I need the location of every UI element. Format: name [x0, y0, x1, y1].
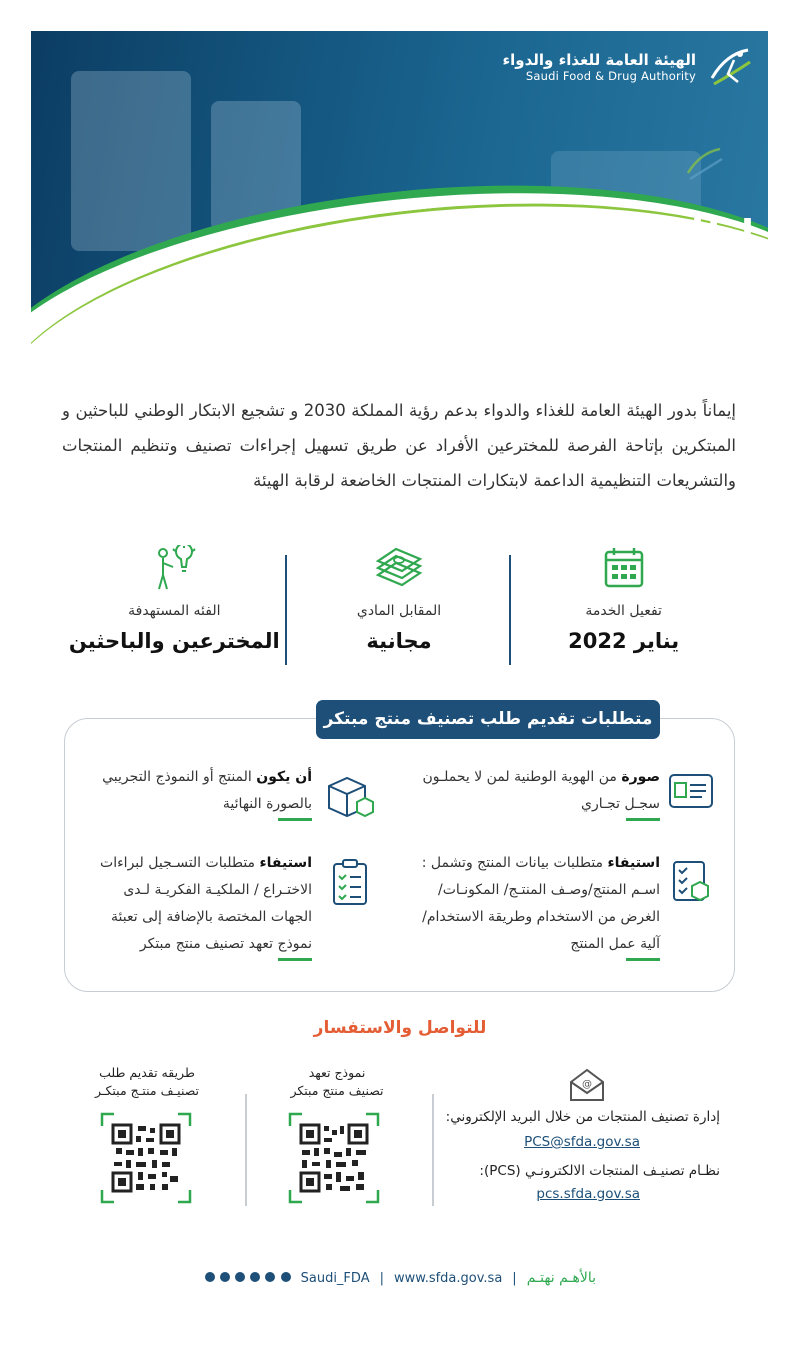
divider [432, 1094, 434, 1206]
requirement-bold: أن يكون [256, 769, 312, 785]
stat-activation [511, 545, 736, 670]
svg-text:@: @ [582, 1079, 592, 1090]
logo-arabic-name: الهيئة العامة للغذاء والدواء [502, 51, 696, 69]
stat-target [62, 545, 287, 670]
pcs-link[interactable]: pcs.sfda.gov.sa [536, 1186, 640, 1202]
qr-code-pledge-form[interactable] [288, 1112, 380, 1204]
stat-value: المخترعين والباحثين [68, 629, 280, 653]
requirement-text: متطلبات التسـجيل لبراءات [100, 855, 260, 871]
email-icon [568, 1066, 606, 1104]
instagram-icon[interactable] [235, 1272, 245, 1282]
checklist-box-icon [670, 858, 710, 904]
sfda-document-logo-icon [682, 145, 728, 185]
qr2-label-line2: تصنيـف منتـج مبتكـر [94, 1083, 200, 1098]
sfda-logo [502, 44, 756, 90]
qr2-label-line1: طريقه تقديم طلب [99, 1065, 195, 1080]
requirement-text: الجهات المختصة بالإضافة إلى تعبئة [111, 909, 312, 925]
requirement-text: نموذج تعهد تصنيف منتج مبتكر [139, 936, 312, 952]
requirement-text: الغرض من الاستخدام وطريقة الاستخدام/ [422, 909, 660, 925]
stat-fee [287, 545, 512, 670]
pcs-label: نظـام تصنيـف المنتجات الالكترونـي (PCS): [479, 1163, 720, 1179]
box-icon [325, 772, 377, 820]
email-label: إدارة تصنيف المنتجات من خلال البريد الإلكتروني: [445, 1109, 720, 1125]
footer [0, 1270, 800, 1286]
logo-english-name: Saudi Food & Drug Authority [525, 69, 696, 83]
id-card-icon [668, 773, 714, 809]
requirement-text: بالصورة النهائية [222, 796, 312, 812]
stat-label: المقابل المادي [356, 603, 442, 619]
requirement-text: الاختـراع / الملكيـة الفكريـة لـدى [123, 882, 312, 898]
green-underline [278, 958, 312, 961]
footer-slogan: بالأهـم نهتـم [526, 1270, 597, 1286]
requirement-text: المنتج أو النموذج التجريبي [102, 769, 257, 785]
green-underline [626, 958, 660, 961]
requirement-text: اسـم المنتج/وصـف المنتـج/ المكونـات/ [437, 882, 660, 898]
qr1-label [262, 1064, 412, 1100]
website-link[interactable]: www.sfda.gov.sa [393, 1270, 503, 1286]
requirement-text: متطلبات بيانات المنتج وتشمل : [421, 855, 608, 871]
requirement-final-form [82, 764, 312, 818]
stat-value: مجانية [366, 629, 432, 653]
stat-label: تفعيل الخدمة [585, 603, 662, 619]
requirement-text: آلية عمل المنتج [570, 936, 660, 952]
green-underline [626, 818, 660, 821]
social-icons [204, 1271, 291, 1286]
footer-separator: | [512, 1270, 517, 1286]
requirement-text: سجـل تجـاري [581, 796, 660, 812]
requirement-bold: استيفاء [607, 855, 660, 871]
green-underline [278, 818, 312, 821]
service-stats [62, 545, 736, 670]
requirements-title: متطلبات تقديم طلب تصنيف منتج مبتكر [316, 700, 660, 739]
hero-title-line2: منتج مبتكر للمخترعين [264, 268, 756, 322]
requirement-text: من الهوية الوطنية لمن لا يحملـون [422, 769, 622, 785]
checklist-icon [330, 858, 370, 908]
divider [245, 1094, 247, 1206]
stat-value: يناير 2022 [568, 629, 680, 653]
qr1-label-line2: تصنيف منتج مبتكر [290, 1083, 384, 1098]
money-stack-icon [374, 545, 424, 591]
linkedin-icon[interactable] [265, 1272, 275, 1282]
stat-label: الفئه المستهدفة [128, 603, 221, 619]
twitter-icon[interactable] [205, 1272, 215, 1282]
lab-background-shape [71, 71, 191, 251]
contact-heading: للتواصل والاستفسار [313, 1018, 487, 1038]
intro-paragraph: إيماناً بدور الهيئة العامة للغذاء والدواء بدعم رؤية المملكة 2030 و تشجيع الابتكار الوطني للباحثين و المبتكرين بإتاحة الفرصة للمخترعين الأفراد عن طريق تسهيل إجراءات تصنيف وتنظيم المنتجات والتشريعات التنظيمية الداعمة لابتكارات المنتجات الخاضعة لرقابة الهيئة [62, 401, 737, 490]
youtube-icon[interactable] [250, 1272, 260, 1282]
calendar-icon [599, 545, 649, 591]
requirement-bold: صورة [621, 769, 660, 785]
requirement-product-data [400, 850, 660, 958]
qr-code-application-method[interactable] [100, 1112, 192, 1204]
requirement-bold: استيفاء [259, 855, 312, 871]
requirement-patent [72, 850, 312, 958]
email-link[interactable]: PCS@sfda.gov.sa [524, 1134, 640, 1150]
snapchat-icon[interactable] [220, 1272, 230, 1282]
facebook-icon[interactable] [281, 1272, 291, 1282]
qr1-label-line1: نموذج تعهد [308, 1065, 366, 1080]
hero-title-line1: إطلاق خدمة تصنيف [391, 212, 754, 256]
qr2-label [72, 1064, 222, 1100]
sfda-logo-icon [704, 44, 756, 90]
inventor-lightbulb-icon [149, 545, 199, 591]
requirement-id-copy [420, 764, 660, 818]
social-handle[interactable]: Saudi_FDA [300, 1270, 370, 1286]
footer-separator: | [379, 1270, 384, 1286]
